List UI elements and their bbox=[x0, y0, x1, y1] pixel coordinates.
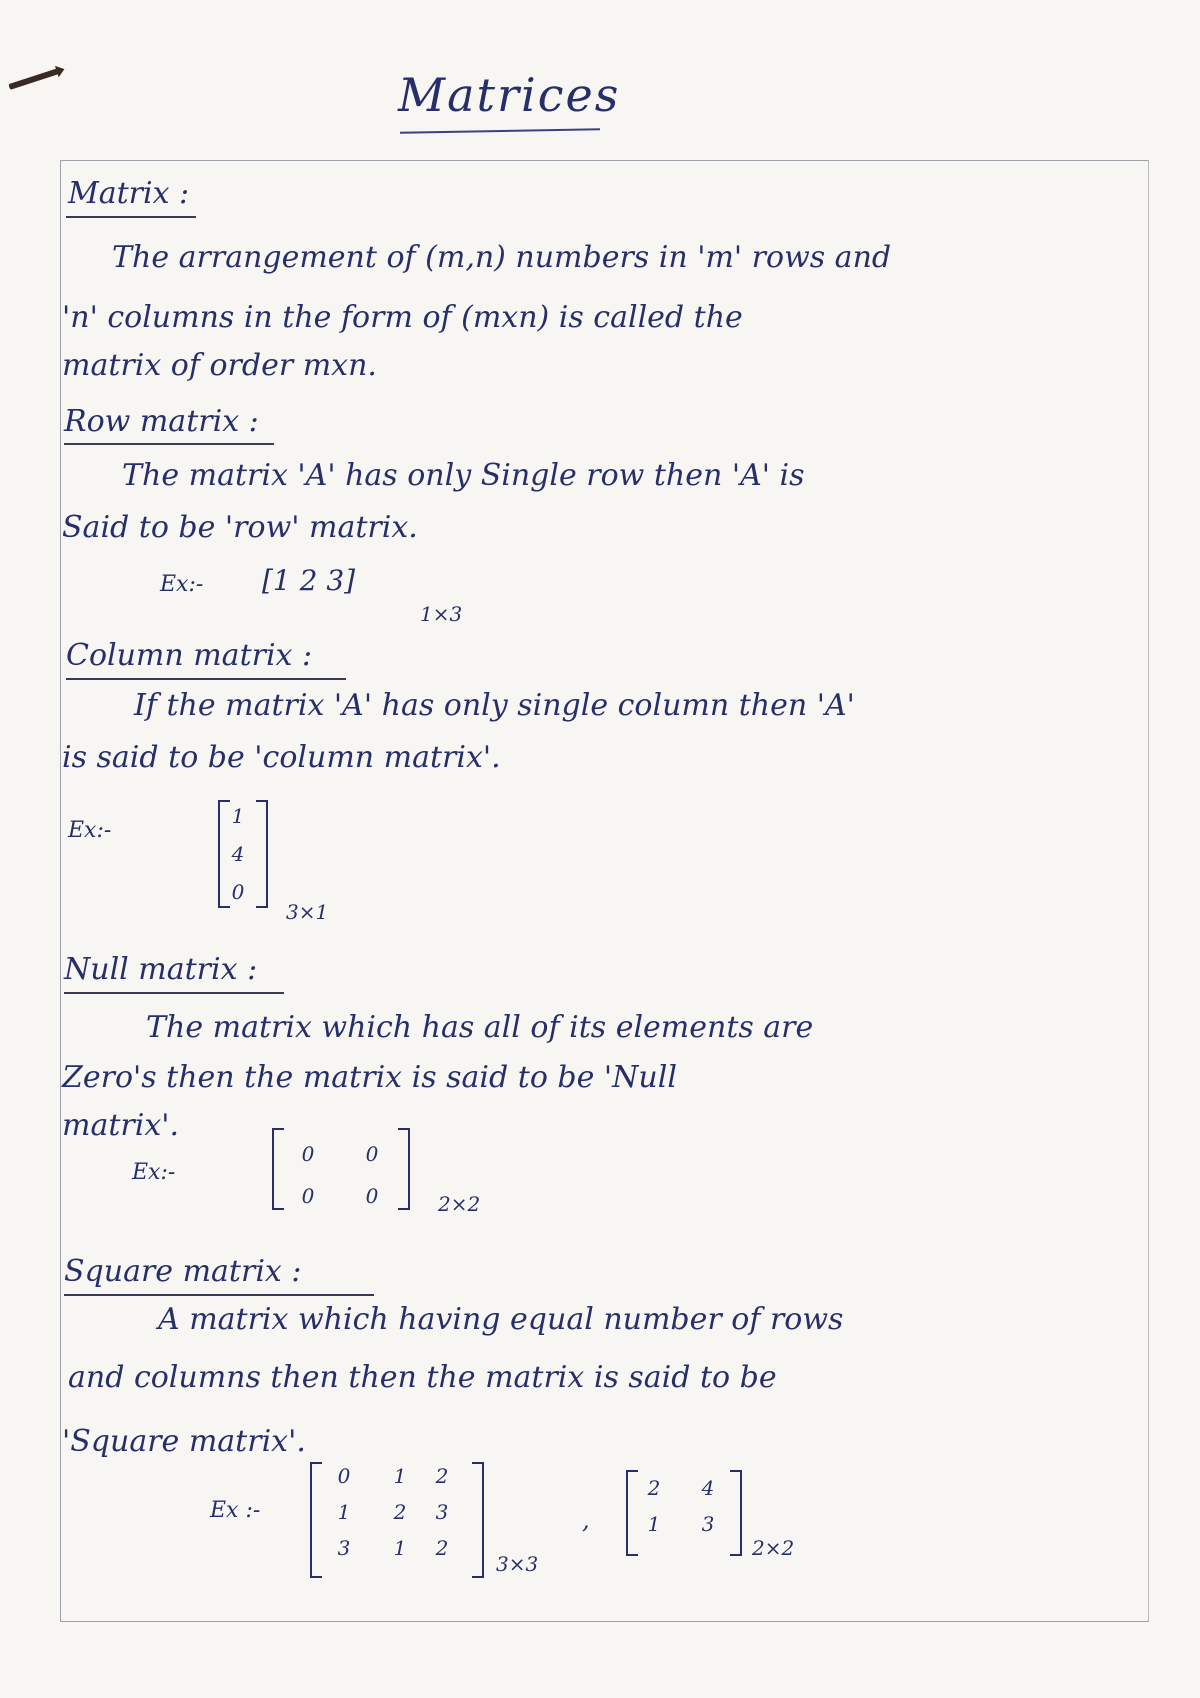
null-example-left-bracket bbox=[272, 1128, 284, 1210]
square2-cell: 1 bbox=[647, 1512, 661, 1536]
row-example-label: Ex:- bbox=[160, 572, 204, 597]
null-example-cell: 0 bbox=[301, 1184, 315, 1208]
square2-left-bracket bbox=[626, 1470, 638, 1556]
row-matrix-heading-underline bbox=[64, 443, 274, 445]
example-separator: , bbox=[582, 1506, 590, 1534]
null-example-order: 2×2 bbox=[438, 1192, 481, 1216]
row-matrix-heading: Row matrix : bbox=[64, 404, 259, 439]
matrix-definition-line-3: matrix of order mxn. bbox=[62, 348, 377, 383]
column-matrix-heading-underline bbox=[66, 678, 346, 680]
square3-cell: 1 bbox=[393, 1536, 407, 1560]
square3-cell: 1 bbox=[393, 1464, 407, 1488]
row-matrix-line-2: Said to be 'row' matrix. bbox=[62, 510, 418, 545]
column-example-cell: 1 bbox=[231, 804, 245, 828]
square3-cell: 0 bbox=[337, 1464, 351, 1488]
pencil-mark-icon bbox=[8, 68, 59, 90]
square-matrix-line-1: A matrix which having equal number of rows bbox=[158, 1302, 844, 1337]
square2-cell: 3 bbox=[701, 1512, 715, 1536]
column-example-right-bracket bbox=[256, 800, 268, 908]
square2-order: 2×2 bbox=[752, 1536, 795, 1560]
column-example-cell: 0 bbox=[231, 880, 245, 904]
matrix-definition-line-2: 'n' columns in the form of (mxn) is called the bbox=[62, 300, 743, 335]
square3-cell: 3 bbox=[435, 1500, 449, 1524]
matrix-heading-underline bbox=[66, 216, 196, 218]
page-title: Matrices bbox=[398, 68, 621, 122]
square3-right-bracket bbox=[472, 1462, 484, 1578]
null-example-right-bracket bbox=[398, 1128, 410, 1210]
null-matrix-line-3: matrix'. bbox=[62, 1108, 180, 1143]
row-matrix-line-1: The matrix 'A' has only Single row then 'A' is bbox=[122, 458, 805, 493]
square-matrix-heading-underline bbox=[64, 1294, 374, 1296]
matrix-definition-line-1: The arrangement of (m,n) numbers in 'm' rows and bbox=[112, 240, 892, 275]
square3-cell: 2 bbox=[393, 1500, 407, 1524]
column-matrix-line-2: is said to be 'column matrix'. bbox=[62, 740, 501, 775]
square-matrix-line-3: 'Square matrix'. bbox=[62, 1424, 306, 1459]
null-example-cell: 0 bbox=[365, 1184, 379, 1208]
row-example-matrix: [1 2 3] bbox=[262, 564, 356, 597]
square3-cell: 1 bbox=[337, 1500, 351, 1524]
null-matrix-line-1: The matrix which has all of its elements are bbox=[146, 1010, 814, 1045]
null-matrix-line-2: Zero's then the matrix is said to be 'Null bbox=[62, 1060, 677, 1095]
square3-cell: 3 bbox=[337, 1536, 351, 1560]
column-example-cell: 4 bbox=[231, 842, 245, 866]
square3-left-bracket bbox=[310, 1462, 322, 1578]
square3-order: 3×3 bbox=[496, 1552, 539, 1576]
row-example-order: 1×3 bbox=[420, 602, 463, 626]
matrix-heading: Matrix : bbox=[68, 176, 190, 211]
null-matrix-heading-underline bbox=[64, 992, 284, 994]
column-matrix-heading: Column matrix : bbox=[66, 638, 313, 673]
square-example-label: Ex :- bbox=[210, 1498, 261, 1523]
square3-cell: 2 bbox=[435, 1464, 449, 1488]
null-matrix-heading: Null matrix : bbox=[64, 952, 258, 987]
square-matrix-line-2: and columns then then the matrix is said to be bbox=[68, 1360, 777, 1395]
null-example-cell: 0 bbox=[301, 1142, 315, 1166]
column-example-label: Ex:- bbox=[68, 818, 112, 843]
square2-cell: 4 bbox=[701, 1476, 715, 1500]
square2-right-bracket bbox=[730, 1470, 742, 1556]
square2-cell: 2 bbox=[647, 1476, 661, 1500]
square3-cell: 2 bbox=[435, 1536, 449, 1560]
square-matrix-heading: Square matrix : bbox=[64, 1254, 302, 1289]
title-underline bbox=[400, 128, 600, 133]
null-example-label: Ex:- bbox=[132, 1160, 176, 1185]
column-example-order: 3×1 bbox=[286, 900, 329, 924]
column-matrix-line-1: If the matrix 'A' has only single column then 'A' bbox=[134, 688, 855, 723]
null-example-cell: 0 bbox=[365, 1142, 379, 1166]
